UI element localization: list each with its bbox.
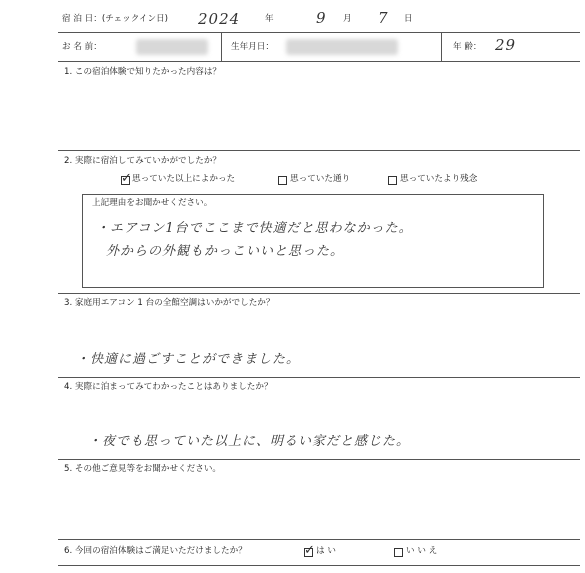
redacted-name — [136, 39, 208, 55]
divider — [221, 33, 222, 61]
check-mark-icon: ✓ — [304, 543, 315, 558]
day-value: 7 — [378, 9, 389, 27]
divider — [58, 32, 580, 33]
month-value: 9 — [316, 9, 327, 27]
q4-label: 4. 実際に泊まってみてわかったことはありましたか？ — [64, 382, 273, 392]
divider — [58, 377, 580, 378]
name-label: お 名 前： — [62, 42, 102, 52]
year-value: 2024 — [198, 10, 241, 28]
day-unit: 日 — [404, 14, 413, 24]
option-no-checkbox[interactable] — [394, 548, 403, 557]
divider — [58, 565, 580, 566]
divider — [58, 150, 580, 151]
option-no-label: い い え — [406, 546, 438, 556]
q2-label: 2. 実際に宿泊してみていかがでしたか？ — [64, 156, 222, 166]
survey-form — [58, 8, 580, 568]
reason-label: 上記理由をお聞かせください。 — [92, 198, 213, 208]
option-as-expected-checkbox[interactable] — [278, 176, 287, 185]
option-worse-than-expected-label: 思っていたより残念 — [400, 174, 478, 184]
q1-label: 1. この宿泊体験で知りたかった内容は？ — [64, 67, 222, 77]
divider — [58, 539, 580, 540]
q5-label: 5. その他ご意見等をお聞かせください。 — [64, 464, 222, 474]
divider — [58, 61, 580, 62]
check-mark-icon: ✓ — [121, 171, 132, 186]
divider — [441, 33, 442, 61]
reason-line-2: 外からの外観もかっこいいと思った。 — [106, 244, 345, 259]
age-label: 年 齢： — [453, 42, 482, 52]
stay-date-label: 宿 泊 日：(チェックイン日) — [62, 14, 169, 24]
divider — [58, 459, 580, 460]
q3-answer: ・快適に過ごすことができました。 — [76, 352, 301, 367]
age-value: 29 — [495, 36, 517, 54]
option-worse-than-expected-checkbox[interactable] — [388, 176, 397, 185]
year-unit: 年 — [265, 14, 274, 24]
q3-label: 3. 家庭用エアコン 1 台の全館空調はいかがでしたか？ — [64, 298, 275, 308]
option-as-expected-label: 思っていた通り — [290, 174, 351, 184]
reason-line-1: ・エアコン1台でここまで快適だと思わなかった。 — [96, 221, 413, 236]
divider — [58, 293, 580, 294]
month-unit: 月 — [343, 14, 352, 24]
birth-label: 生年月日： — [231, 42, 274, 52]
q4-answer: ・夜でも思っていた以上に、明るい家だと感じた。 — [88, 434, 411, 449]
option-better-than-expected-label: 思っていた以上によかった — [132, 174, 236, 184]
redacted-birthdate — [286, 39, 398, 55]
option-yes-label: は い — [316, 546, 336, 556]
q6-label: 6. 今回の宿泊体験はご満足いただけましたか？ — [64, 546, 247, 556]
